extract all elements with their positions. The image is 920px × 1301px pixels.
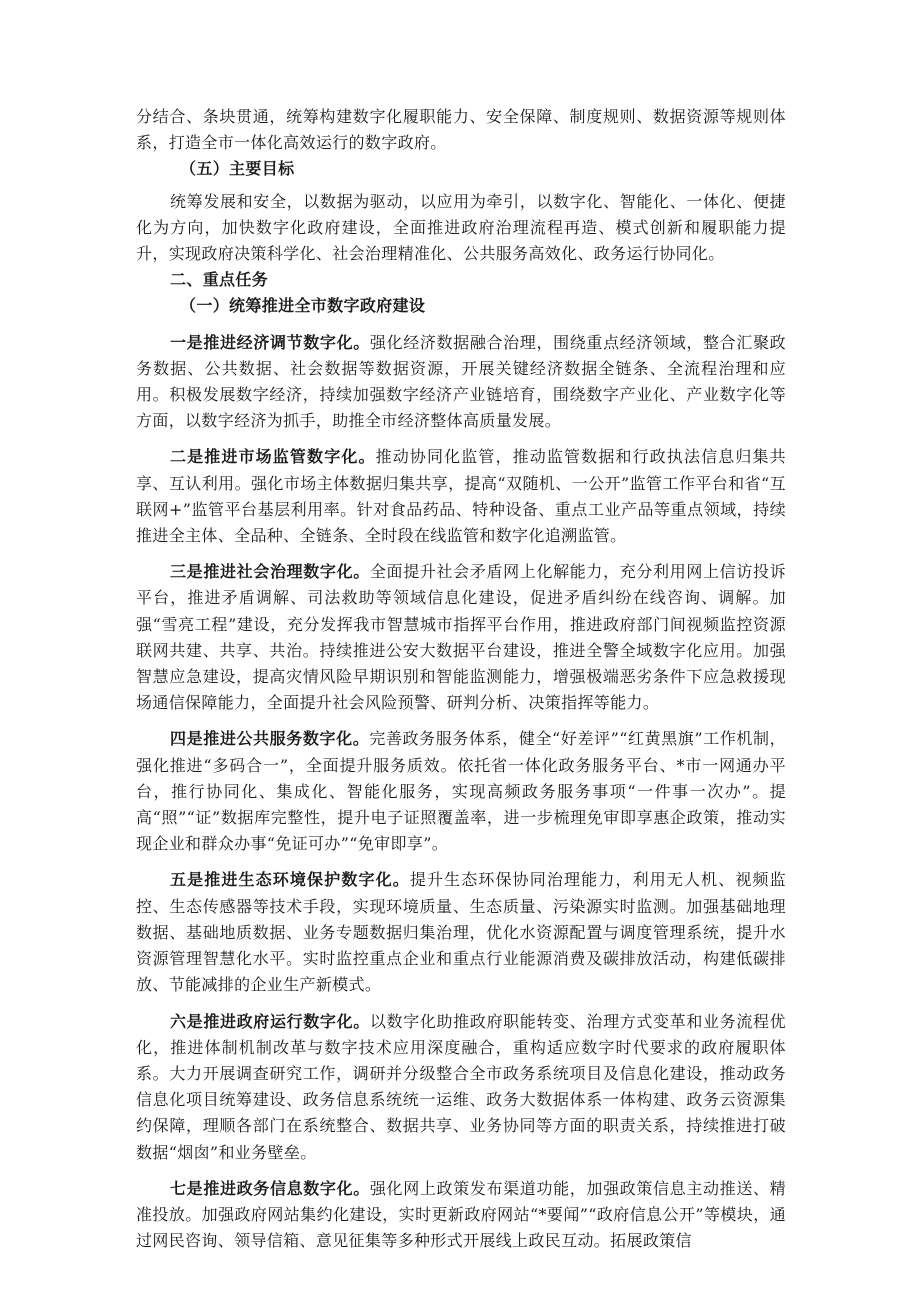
task-lead: 七是推进政务信息数字化。 [170,1178,370,1198]
part2-sub1-heading: （一）统筹推进全市数字政府建设 [180,296,426,316]
task-body: 强化经济数据融合治理，围绕重点经济领域，整合汇聚政务数据、公共数据、社会数据等数据资源，开展关键经济数据全链条、全流程治理和应用。积极发展数字经济，持续加强数字经济产业链培育，围绕数字产业化、产业数字化等方面，以数字经济为抓手，助推全市经济整体高质量发展。 [136,332,786,431]
task-paragraph-7 [136,1176,786,1255]
section5-paragraph: 统筹发展和安全，以数据为驱动，以应用为牵引，以数字化、智能化、一体化、便捷化为方向，加快数字化政府建设，全面推进政府治理流程再造、模式创新和履职能力提升，实现政府决策科学化、社会治理精准化、公共服务高效化、政务运行协同化。 [136,191,786,264]
task-body: 完善政务服务体系，健全“好差评”“红黄黑旗”工作机制，强化推进“多码合一”，全面提升服务质效。依托省一体化政务服务平台、*市一网通办平台，推行协同化、集成化、智能化服务，实现高频政务服务事项“一件事一次办”。提高“照”“证”数据库完整性，提升电子证照覆盖率，进一步梳理免审即享惠企政策，推动实现企业和群众办事“免证可办”“免审即享”。 [136,729,787,854]
section5-heading: （五）主要目标 [180,159,295,179]
task-lead: 四是推进公共服务数字化。 [170,729,370,749]
task-paragraph-5 [136,867,786,998]
task-paragraph-6 [136,1009,786,1166]
task-body: 提升生态环保协同治理能力，利用无人机、视频监控、生态传感器等技术手段，实现环境质量、生态质量、污染源实时监测。加强基础地理数据、基础地质数据、业务专题数据归集治理，优化水资源配置与调度管理系统，提升水资源管理智慧化水平。实时监控重点企业和重点行业能源消费及碳排放活动，构建低碳排放、节能减排的企业生产新模式。 [136,870,786,995]
task-paragraph-1 [136,330,786,435]
task-body: 强化网上政策发布渠道功能，加强政策信息主动推送、精准投放。加强政府网站集约化建设，实时更新政府网站“*要闻”“政府信息公开”等模块，通过网民咨询、领导信箱、意见征集等多种形式开展线上政民互动。拓展政策信 [136,1178,786,1251]
task-body: 以数字化助推政府职能转变、治理方式变革和业务流程优化，推进体制机制改革与数字技术应用深度融合，重构适应数字时代要求的政府履职体系。大力开展调查研究工作，调研并分级整合全市政务系统项目及信息化建设，推动政务信息化项目统筹建设、政务信息系统统一运维、政务大数据体系一体构建、政务云资源集约保障，理顺各部门在系统整合、数据共享、业务协同等方面的职责关系，持续推进打破数据“烟囱”和业务壁垒。 [136,1011,786,1162]
task-lead: 二是推进市场监管数字化。 [170,447,376,467]
task-body: 推动协同化监管，推动监管数据和行政执法信息归集共享、互认利用。强化市场主体数据归集共享，提高“双随机、一公开”监管工作平台和省“互联网+”监管平台基层利用率。针对食品药品、特种设备、重点工业产品等重点领域，持续推进全主体、全品种、全链条、全时段在线监管和数字化追溯监管。 [136,447,786,546]
document-page [136,104,786,1254]
intro-paragraph: 分结合、条块贯通，统筹构建数字化履职能力、安全保障、制度规则、数据资源等规则体系，打造全市一体化高效运行的数字政府。 [136,107,786,153]
task-lead: 一是推进经济调节数字化。 [170,332,370,352]
task-body: 全面提升社会矛盾网上化解能力，充分利用网上信访投诉平台，推进矛盾调解、司法救助等领域信息化建设，促进矛盾纠纷在线咨询、调解。加强“雪亮工程”建设，充分发挥我市智慧城市指挥平台作用，推进政府部门间视频监控资源联网共建、共享、共治。持续推进公安大数据平台建设，推进全警全域数字化应用。加强智慧应急建设，提高灾情风险早期识别和智能监测能力，增强极端恶劣条件下应急救援现场通信保障能力，全面提升社会风险预警、研判分析、决策指挥等能力。 [136,562,786,713]
task-lead: 三是推进社会治理数字化。 [170,562,370,582]
part2-heading: 二、重点任务 [170,270,269,290]
task-lead: 六是推进政府运行数字化。 [170,1011,370,1031]
task-paragraph-4 [136,726,786,857]
task-lead: 五是推进生态环境保护数字化。 [170,870,410,890]
task-paragraph-2 [136,444,786,549]
task-paragraph-3 [136,559,786,716]
